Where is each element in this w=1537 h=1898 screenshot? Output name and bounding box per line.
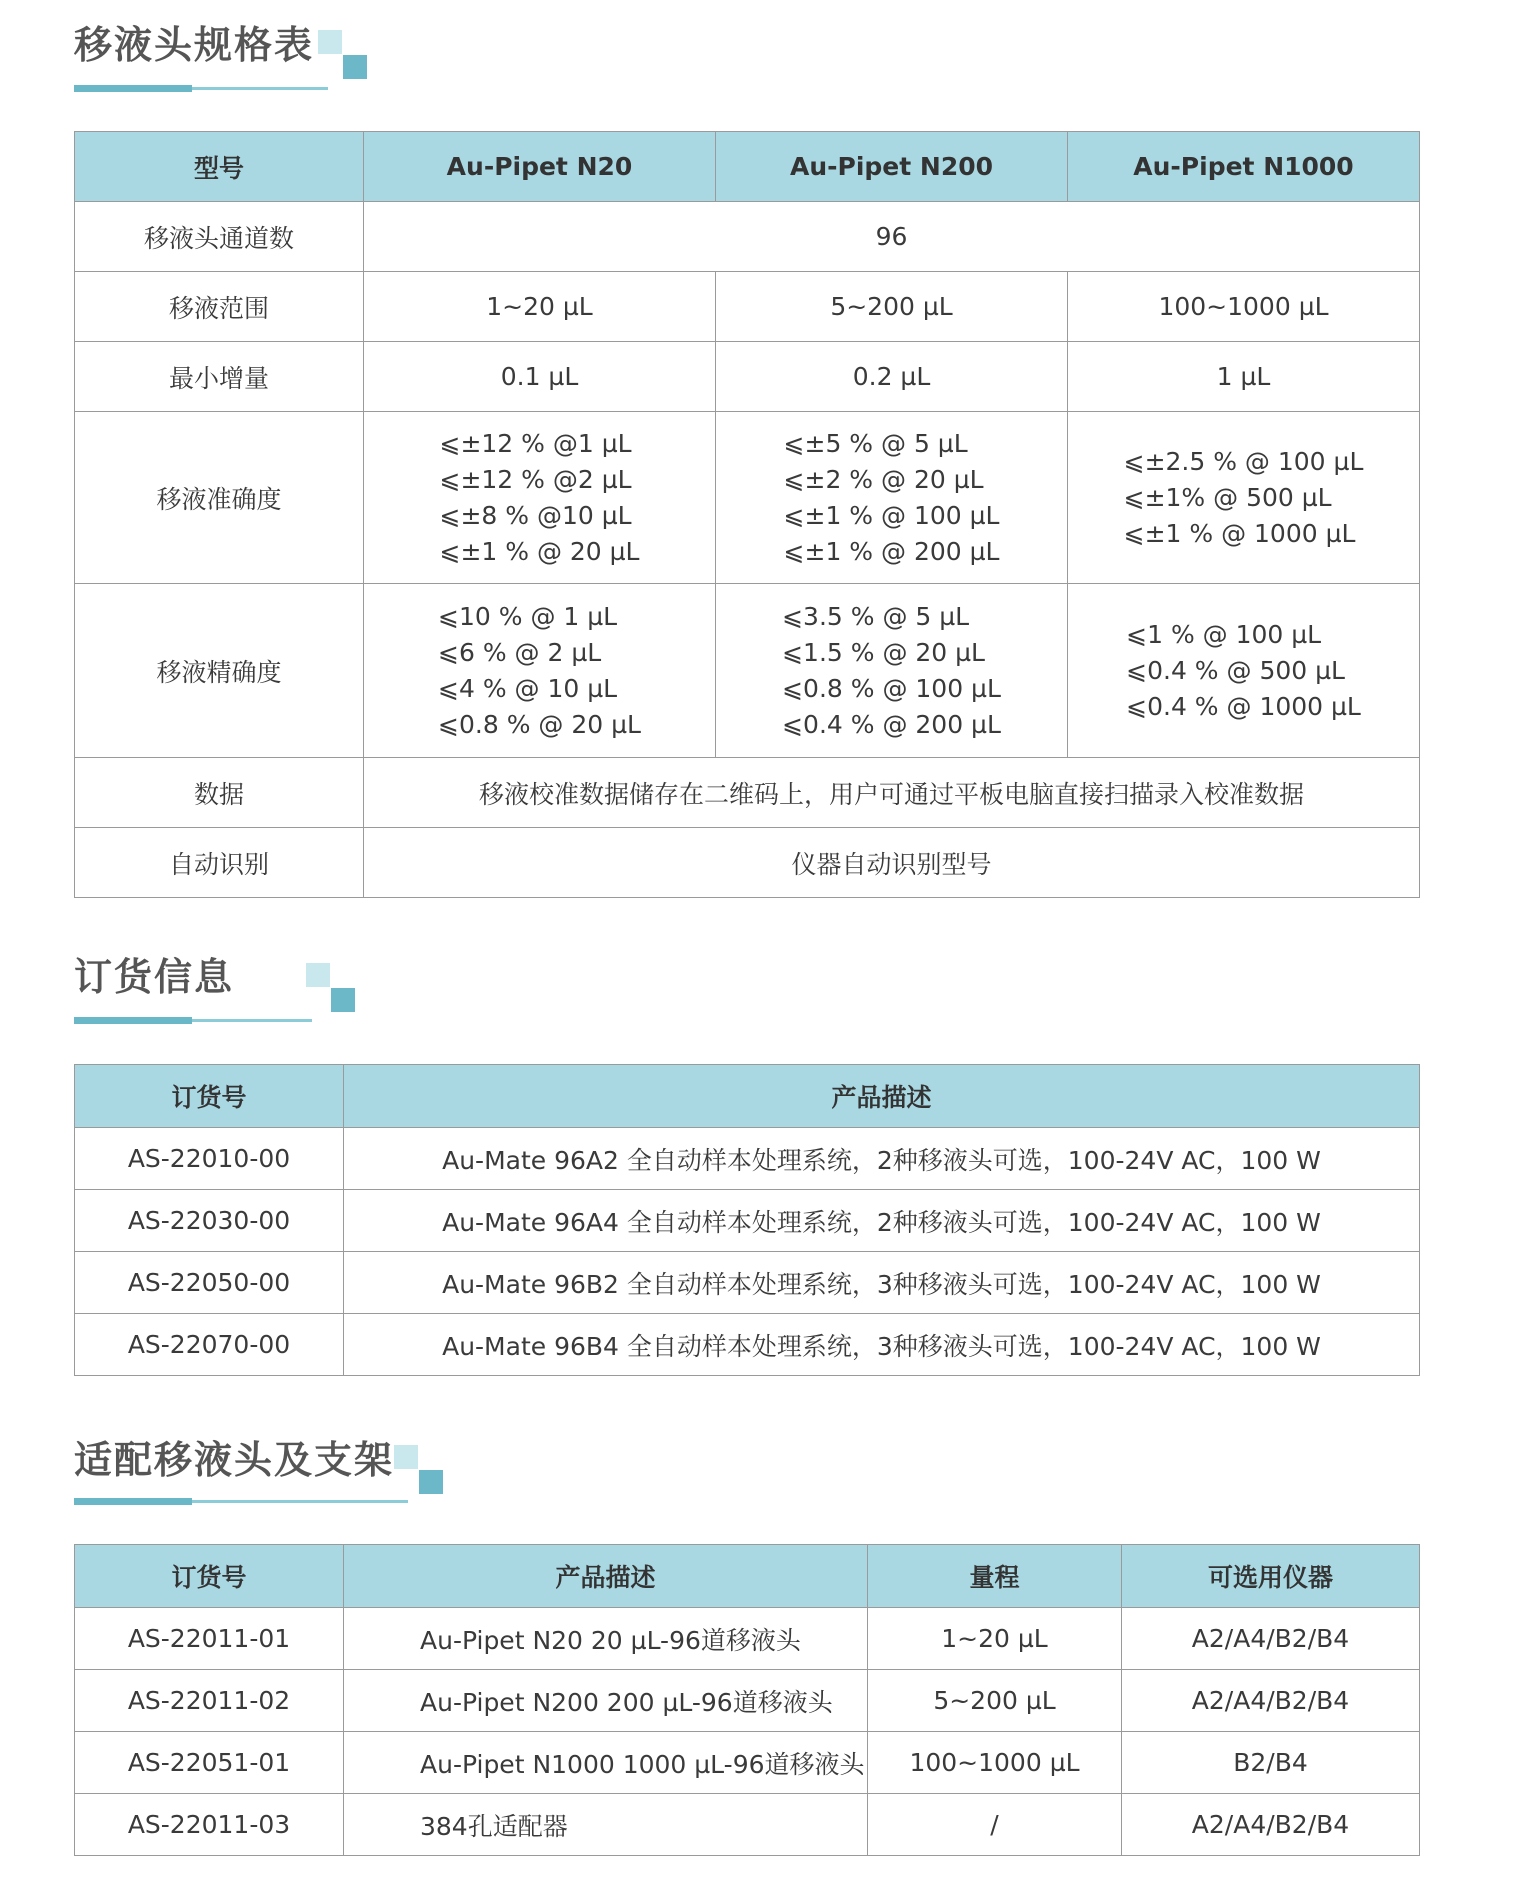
- row-label: 移液范围: [75, 272, 364, 342]
- value-line: ⩽0.8 % @ 100 µL: [782, 673, 1001, 703]
- cell-value: 5~200 µL: [716, 272, 1068, 342]
- order-code: AS-22010-00: [75, 1128, 344, 1190]
- header-order-code: 订货号: [75, 1545, 344, 1608]
- range-value: /: [868, 1794, 1122, 1856]
- cell-value: 移液校准数据储存在二维码上，用户可通过平板电脑直接扫描录入校准数据: [364, 758, 1420, 828]
- order-code: AS-22070-00: [75, 1314, 344, 1376]
- value-line: ⩽0.4 % @ 200 µL: [782, 709, 1001, 739]
- product-description: Au-Mate 96A2 全自动样本处理系统，2种移液头可选，100-24V AC，100 W: [344, 1128, 1420, 1190]
- cell-multiline: [1068, 412, 1420, 584]
- value-line: ⩽±1 % @ 1000 µL: [1123, 518, 1356, 548]
- header-description: 产品描述: [344, 1065, 1420, 1128]
- header-instruments: 可选用仪器: [1122, 1545, 1420, 1608]
- header-range: 量程: [868, 1545, 1122, 1608]
- tips-header-row: [75, 1545, 1420, 1608]
- table-row: [75, 584, 1420, 758]
- order-code: AS-22051-01: [75, 1732, 344, 1794]
- order-code: AS-22011-03: [75, 1794, 344, 1856]
- row-label: 最小增量: [75, 342, 364, 412]
- instruments-value: A2/A4/B2/B4: [1122, 1670, 1420, 1732]
- value-line: ⩽0.4 % @ 500 µL: [1126, 655, 1345, 685]
- value-line: ⩽6 % @ 2 µL: [438, 637, 602, 667]
- header-model: 型号: [75, 132, 364, 202]
- section-underline: [74, 87, 328, 90]
- order-code: AS-22011-01: [75, 1608, 344, 1670]
- value-line: ⩽0.8 % @ 20 µL: [438, 709, 641, 739]
- cell-multiline: [716, 584, 1068, 758]
- cell-value: 1~20 µL: [364, 272, 716, 342]
- order-header-row: [75, 1065, 1420, 1128]
- value-line: ⩽±12 % @1 µL: [439, 428, 632, 458]
- table-row: [75, 1608, 1420, 1670]
- header-order-code: 订货号: [75, 1065, 344, 1128]
- order-code: AS-22050-00: [75, 1252, 344, 1314]
- table-row: [75, 1732, 1420, 1794]
- row-label: 移液精确度: [75, 584, 364, 758]
- range-value: 100~1000 µL: [868, 1732, 1122, 1794]
- value-line: ⩽±2 % @ 20 µL: [783, 464, 984, 494]
- cell-value: 100~1000 µL: [1068, 272, 1420, 342]
- cell-multiline: [1068, 584, 1420, 758]
- table-row: [75, 1794, 1420, 1856]
- product-description: 384孔适配器: [344, 1794, 868, 1856]
- value-line: ⩽±8 % @10 µL: [439, 500, 632, 530]
- value-line: ⩽±1 % @ 20 µL: [439, 536, 640, 566]
- value-line: ⩽3.5 % @ 5 µL: [782, 601, 970, 631]
- value-line: ⩽±5 % @ 5 µL: [783, 428, 968, 458]
- header-n20: Au-Pipet N20: [364, 132, 716, 202]
- table-row: [75, 1252, 1420, 1314]
- product-description: Au-Pipet N1000 1000 µL-96道移液头: [344, 1732, 868, 1794]
- value-line: ⩽4 % @ 10 µL: [438, 673, 618, 703]
- value-line: ⩽±12 % @2 µL: [439, 464, 632, 494]
- instruments-value: A2/A4/B2/B4: [1122, 1608, 1420, 1670]
- value-line: ⩽0.4 % @ 1000 µL: [1126, 691, 1361, 721]
- product-description: Au-Pipet N200 200 µL-96道移液头: [344, 1670, 868, 1732]
- row-label: 移液头通道数: [75, 202, 364, 272]
- table-row: [75, 342, 1420, 412]
- table-row: [75, 272, 1420, 342]
- cell-multiline: [716, 412, 1068, 584]
- section-title-tips: 适配移液头及支架: [74, 1438, 395, 1482]
- table-row: [75, 1128, 1420, 1190]
- header-description: 产品描述: [344, 1545, 868, 1608]
- spec-table: [74, 131, 1420, 898]
- table-row: [75, 202, 1420, 272]
- instruments-value: B2/B4: [1122, 1732, 1420, 1794]
- value-line: ⩽±1% @ 500 µL: [1123, 482, 1332, 512]
- section-underline: [74, 1500, 408, 1503]
- cell-value: 1 µL: [1068, 342, 1420, 412]
- table-row: [75, 828, 1420, 898]
- table-row: [75, 758, 1420, 828]
- product-description: Au-Mate 96B4 全自动样本处理系统，3种移液头可选，100-24V AC，100 W: [344, 1314, 1420, 1376]
- spec-header-row: [75, 132, 1420, 202]
- range-value: 1~20 µL: [868, 1608, 1122, 1670]
- cell-value: 0.2 µL: [716, 342, 1068, 412]
- value-line: ⩽±1 % @ 200 µL: [783, 536, 1000, 566]
- instruments-value: A2/A4/B2/B4: [1122, 1794, 1420, 1856]
- order-code: AS-22030-00: [75, 1190, 344, 1252]
- row-label: 数据: [75, 758, 364, 828]
- section-title-spec: 移液头规格表: [74, 23, 315, 67]
- header-n1000: Au-Pipet N1000: [1068, 132, 1420, 202]
- value-line: ⩽10 % @ 1 µL: [438, 601, 618, 631]
- section-underline: [74, 1019, 312, 1022]
- table-row: [75, 1190, 1420, 1252]
- order-code: AS-22011-02: [75, 1670, 344, 1732]
- table-row: [75, 1670, 1420, 1732]
- cell-value: 仪器自动识别型号: [364, 828, 1420, 898]
- header-n200: Au-Pipet N200: [716, 132, 1068, 202]
- value-line: ⩽1.5 % @ 20 µL: [782, 637, 985, 667]
- value-line: ⩽1 % @ 100 µL: [1126, 619, 1322, 649]
- table-row: [75, 1314, 1420, 1376]
- product-description: Au-Mate 96A4 全自动样本处理系统，2种移液头可选，100-24V AC，100 W: [344, 1190, 1420, 1252]
- value-line: ⩽±2.5 % @ 100 µL: [1123, 446, 1364, 476]
- cell-multiline: [364, 584, 716, 758]
- cell-value: 96: [364, 202, 1420, 272]
- row-label: 移液准确度: [75, 412, 364, 584]
- product-description: Au-Mate 96B2 全自动样本处理系统，3种移液头可选，100-24V AC，100 W: [344, 1252, 1420, 1314]
- cell-multiline: [364, 412, 716, 584]
- order-table: [74, 1064, 1420, 1376]
- tips-table: [74, 1544, 1420, 1856]
- row-label: 自动识别: [75, 828, 364, 898]
- range-value: 5~200 µL: [868, 1670, 1122, 1732]
- table-row: [75, 412, 1420, 584]
- section-title-order: 订货信息: [74, 955, 235, 999]
- cell-value: 0.1 µL: [364, 342, 716, 412]
- product-description: Au-Pipet N20 20 µL-96道移液头: [344, 1608, 868, 1670]
- value-line: ⩽±1 % @ 100 µL: [783, 500, 1000, 530]
